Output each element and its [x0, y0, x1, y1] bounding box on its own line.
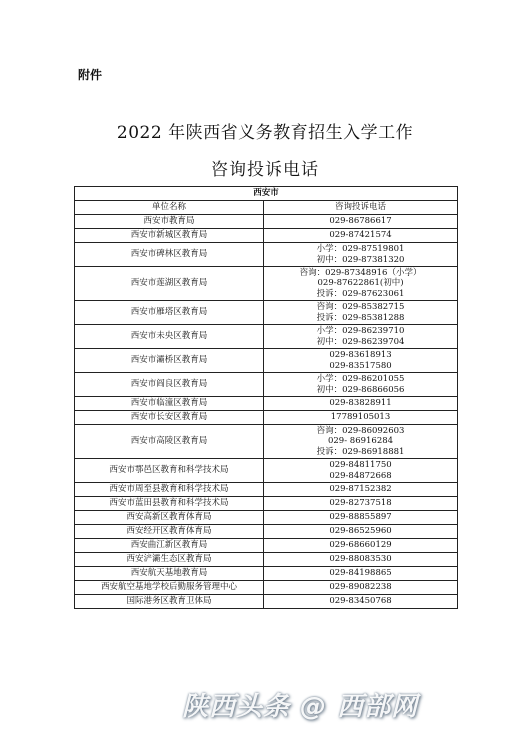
unit-name: 西安市鄠邑区教育和科学技术局	[75, 459, 264, 483]
table-row	[75, 525, 458, 539]
phone-cell	[264, 425, 458, 459]
phone-number: 029-84872668	[329, 470, 392, 481]
phone-cell	[264, 215, 458, 229]
document-title: 2022 年陕西省义务教育招生入学工作	[116, 123, 414, 143]
phone-cell	[264, 301, 458, 325]
phone-cell	[264, 373, 458, 397]
phone-number: 029-83618913	[329, 350, 392, 360]
header-unit-name: 单位名称	[75, 201, 264, 215]
unit-name: 西安市教育局	[75, 215, 264, 229]
phone-number: 029-88083530	[329, 554, 392, 565]
unit-name: 西安经开区教育体育局	[75, 525, 264, 539]
phone-cell	[264, 325, 458, 349]
table-row	[75, 325, 458, 349]
phone-number: 029-89082238	[329, 582, 392, 593]
phone-number: 029-87152382	[329, 484, 392, 495]
table-row	[75, 349, 458, 373]
phone-cell	[264, 243, 458, 267]
phone-number: 小学：029-86201055	[316, 374, 405, 384]
unit-name: 西安市莲湖区教育局	[75, 267, 264, 301]
unit-name: 西安市长安区教育局	[75, 411, 264, 425]
phone-cell	[264, 525, 458, 539]
phone-number: 029-84811750	[329, 460, 392, 470]
phone-number: 029-88855897	[329, 512, 392, 523]
phone-number: 初中：029-86866056	[316, 384, 405, 395]
table-row	[75, 243, 458, 267]
table-row	[75, 483, 458, 497]
phone-number: 咨询：029-86092603	[316, 425, 405, 436]
table-row	[75, 581, 458, 595]
table-row	[75, 229, 458, 243]
phone-number: 029-83828911	[329, 398, 392, 409]
phone-number: 初中：029-87381320	[316, 254, 405, 265]
header-row	[75, 201, 458, 215]
phone-number: 029-87421574	[329, 230, 392, 241]
phone-number: 小学：029-86239710	[316, 326, 405, 336]
table-row	[75, 553, 458, 567]
unit-name: 西安浐灞生态区教育局	[75, 553, 264, 567]
table-row	[75, 511, 458, 525]
phone-number: 029-83450768	[329, 596, 392, 607]
phone-number: 029- 86916284	[327, 436, 394, 447]
unit-name: 西安市蓝田县教育和科学技术局	[75, 497, 264, 511]
phone-number: 029-86525960	[329, 526, 392, 537]
table-row	[75, 267, 458, 301]
phone-cell	[264, 397, 458, 411]
region-row	[75, 187, 458, 201]
phone-number: 初中：029-86239704	[316, 336, 405, 347]
watermark-text: 陕西头条 @ 西部网	[182, 692, 419, 722]
unit-name: 国际港务区教育卫体局	[75, 595, 264, 609]
unit-name: 西安市临潼区教育局	[75, 397, 264, 411]
unit-name: 西安航空基地学校后勤服务管理中心	[75, 581, 264, 595]
phone-number: 17789105013	[330, 412, 391, 423]
table-row	[75, 595, 458, 609]
phone-cell	[264, 267, 458, 301]
phone-cell	[264, 497, 458, 511]
unit-name: 西安市碑林区教育局	[75, 243, 264, 267]
phone-number: 小学：029-87519801	[316, 244, 405, 254]
phone-cell	[264, 229, 458, 243]
unit-name: 西安市新城区教育局	[75, 229, 264, 243]
phone-cell	[264, 595, 458, 609]
phone-cell	[264, 411, 458, 425]
phone-cell	[264, 483, 458, 497]
unit-name: 西安市阎良区教育局	[75, 373, 264, 397]
phone-cell	[264, 553, 458, 567]
phone-number: 投诉：029-87623061	[316, 288, 405, 299]
phone-number: 咨询：029-87348916（小学）	[299, 267, 422, 278]
table-row	[75, 215, 458, 229]
phone-number: 029-83517580	[329, 360, 392, 371]
phone-number: 029-87622861(初中)	[317, 278, 404, 289]
table-row	[75, 373, 458, 397]
table-row	[75, 425, 458, 459]
phone-cell	[264, 349, 458, 373]
table-row	[75, 539, 458, 553]
table-row	[75, 567, 458, 581]
unit-name: 西安航天基地教育局	[75, 567, 264, 581]
header-phone: 咨询投诉电话	[264, 201, 458, 215]
unit-name: 西安市未央区教育局	[75, 325, 264, 349]
phone-number: 029-68660129	[329, 540, 392, 551]
unit-name: 西安市灞桥区教育局	[75, 349, 264, 373]
phone-number: 029-82737518	[329, 498, 392, 509]
unit-name: 西安市雁塔区教育局	[75, 301, 264, 325]
attachment-label: 附件	[78, 68, 103, 82]
unit-name: 西安市周至县教育和科学技术局	[75, 483, 264, 497]
unit-name: 西安曲江新区教育局	[75, 539, 264, 553]
phone-number: 投诉：029-86918881	[316, 446, 405, 457]
unit-name: 西安市高陵区教育局	[75, 425, 264, 459]
phone-cell	[264, 459, 458, 483]
region-name: 西安市	[75, 187, 458, 201]
table-row	[75, 459, 458, 483]
unit-name: 西安高新区教育体育局	[75, 511, 264, 525]
phone-cell	[264, 567, 458, 581]
table-row	[75, 411, 458, 425]
phone-cell	[264, 581, 458, 595]
phone-number: 咨询：029-85382715	[316, 302, 405, 312]
phone-number: 029-84198865	[329, 568, 392, 579]
phone-number: 029-86786617	[329, 216, 392, 227]
document-subtitle: 咨询投诉电话	[211, 160, 319, 180]
table-row	[75, 301, 458, 325]
table-row	[75, 397, 458, 411]
contact-table	[74, 186, 458, 609]
phone-cell	[264, 511, 458, 525]
table-row	[75, 497, 458, 511]
phone-number: 投诉：029-85381288	[316, 312, 405, 323]
phone-cell	[264, 539, 458, 553]
